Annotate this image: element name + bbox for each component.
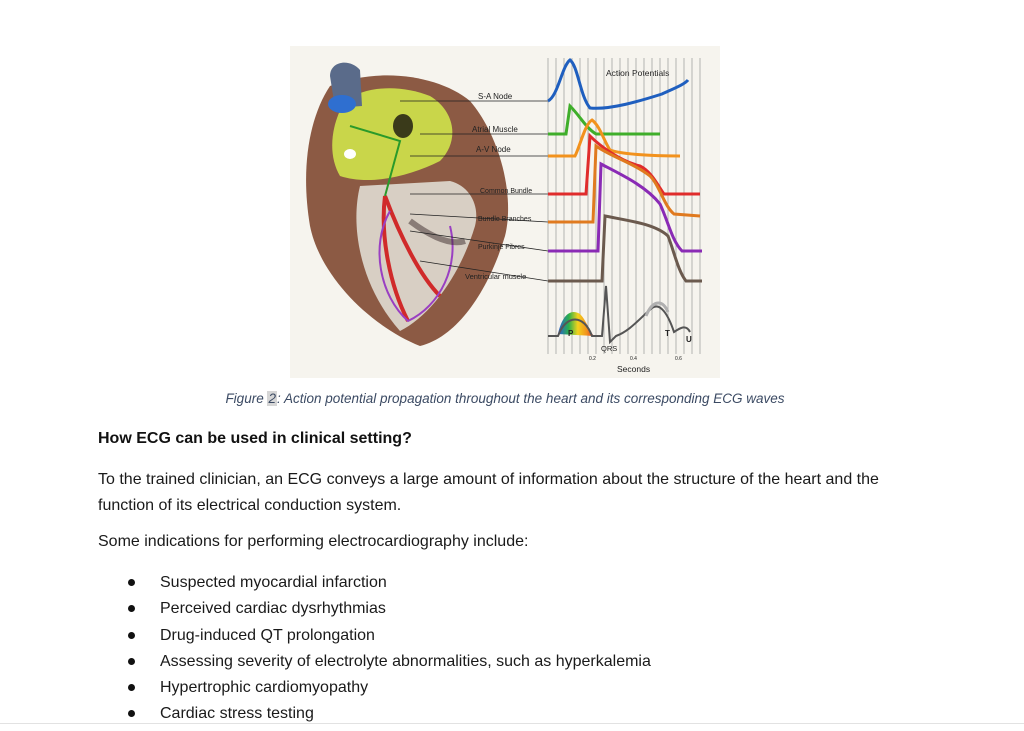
bullet-icon [128, 684, 135, 691]
trace-purkinje [548, 164, 702, 251]
list-item-text: Cardiac stress testing [160, 705, 314, 723]
label-bundle-branches: Bundle Branches [478, 216, 532, 223]
label-t: T [665, 329, 670, 338]
list-item [98, 703, 651, 729]
section-heading: How ECG can be used in clinical setting? [98, 430, 412, 447]
list-item-text: Assessing severity of electrolyte abnormalities, such as hyperkalemia [160, 652, 651, 670]
bullet-icon [128, 605, 135, 612]
page-bottom-divider [0, 723, 1024, 724]
caption-text: : Action potential propagation throughout the heart and its corresponding ECG waves [276, 391, 785, 406]
bullet-icon [128, 579, 135, 586]
heart-ecg-diagram [290, 46, 720, 378]
bullet-icon [128, 632, 135, 639]
heart-illustration [306, 63, 508, 346]
tick-0-6: 0.6 [675, 356, 682, 362]
list-item [98, 598, 651, 624]
label-purkinje: Purkinje Fibres [478, 244, 525, 251]
indications-list [98, 572, 651, 730]
list-item [98, 572, 651, 598]
label-p: P [568, 329, 574, 338]
list-item [98, 677, 651, 703]
label-common-bundle: Common Bundle [480, 188, 533, 195]
label-u: U [686, 335, 692, 344]
label-action-potentials: Action Potentials [606, 68, 670, 78]
paragraph-indications: Some indications for performing electrocardiography include: [98, 533, 529, 550]
caption-number: 2 [268, 391, 276, 406]
ecg-figure [290, 46, 720, 378]
label-seconds: Seconds [617, 364, 651, 374]
list-item-text: Drug-induced QT prolongation [160, 626, 375, 644]
action-potential-traces [548, 60, 702, 281]
list-item-text: Suspected myocardial infarction [160, 574, 387, 591]
figure-caption [0, 391, 1010, 406]
label-sa-node: S-A Node [478, 92, 513, 101]
label-atrial-muscle: Atrial Muscle [472, 125, 518, 134]
bullet-icon [128, 658, 135, 665]
list-item [98, 651, 651, 677]
paragraph-intro: To the trained clinician, an ECG conveys a large amount of information about the structure of the heart and the function of its electrical conduction system. [98, 471, 879, 514]
tick-0-4: 0.4 [630, 356, 637, 362]
label-ventricular: Ventricular muscle [465, 272, 527, 281]
list-item-text: Perceived cardiac dysrhythmias [160, 600, 386, 618]
label-qrs: QRS [601, 344, 618, 353]
caption-prefix: Figure [225, 391, 268, 406]
list-item-text: Hypertrophic cardiomyopathy [160, 679, 369, 697]
label-av-node: A-V Node [476, 145, 511, 154]
time-gridlines [548, 58, 700, 354]
list-item [98, 625, 651, 651]
bullet-icon [128, 710, 135, 717]
tick-0-2: 0.2 [589, 356, 596, 362]
trace-common-bundle [548, 136, 700, 194]
